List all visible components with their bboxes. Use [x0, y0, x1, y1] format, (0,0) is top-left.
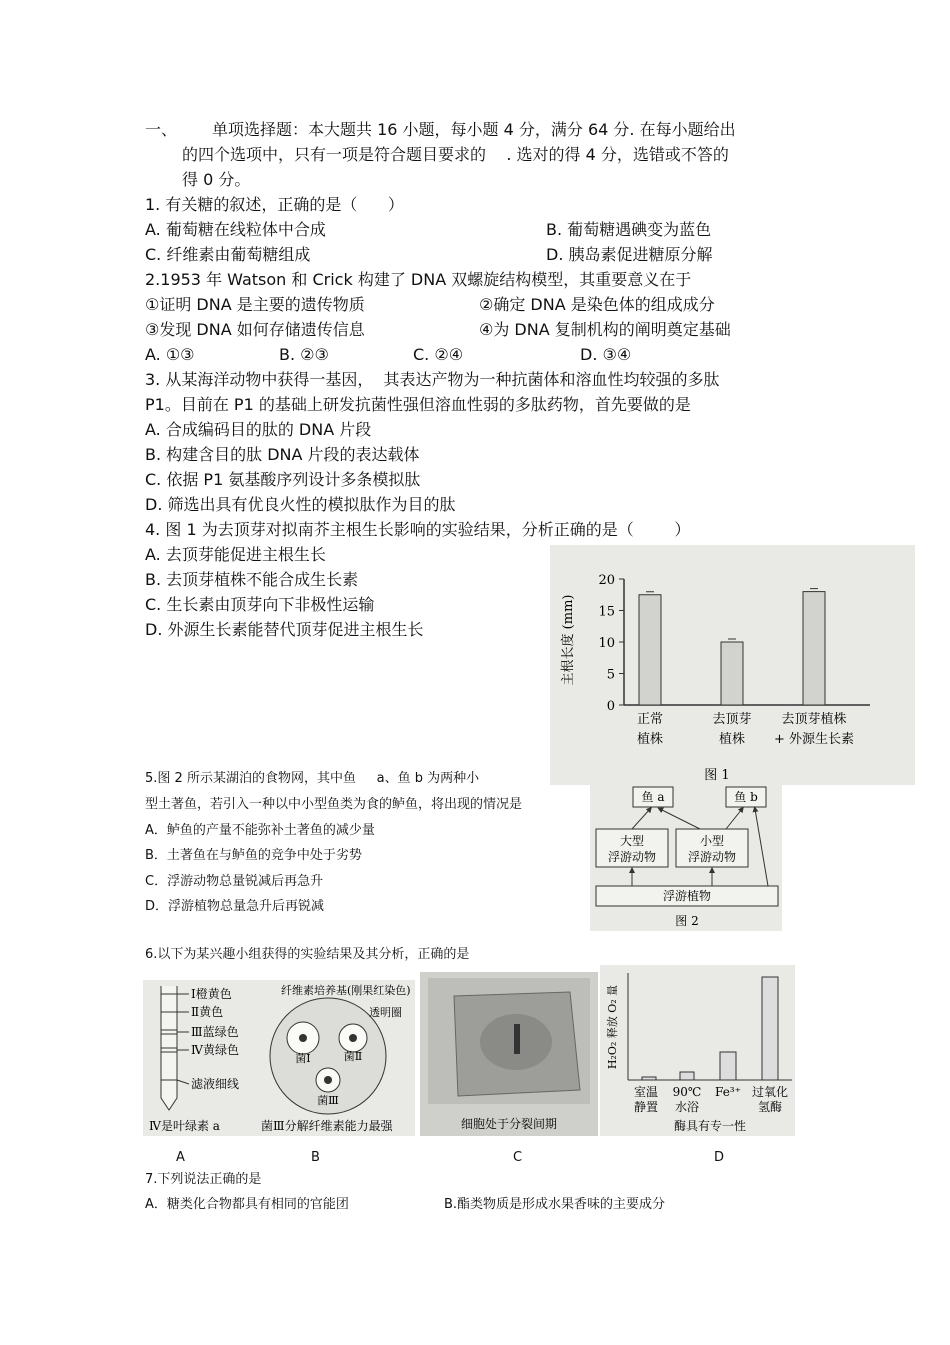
- q4-option-d: D. 外源生长素能替代顶芽促进主根生长: [145, 620, 424, 639]
- q4-option-b: B. 去顶芽植株不能合成生长素: [145, 570, 359, 589]
- q3-stem-line1: 3. 从某海洋动物中获得一基因， 其表达产物为一种抗菌体和溶血性均较强的多肽: [145, 370, 720, 389]
- large-zooplankton-line1: 大型: [619, 834, 645, 848]
- q6-label-b: B: [311, 1150, 320, 1165]
- panel-b-petri-dish: [261, 983, 411, 1133]
- x-category-label: 去顶芽: [712, 712, 752, 727]
- clear-zone-label: 透明圈: [369, 1006, 402, 1019]
- d-cat1-line1: 室温: [633, 1085, 659, 1099]
- d-cat2-line2: 水浴: [674, 1100, 700, 1114]
- y-tick-label: 0: [606, 699, 615, 714]
- chart-y-ticks: [598, 573, 624, 714]
- y-tick-label: 10: [598, 636, 615, 651]
- filtrate-line-label: 滤液细线: [191, 1077, 240, 1091]
- q5-stem-line1: 5.图 2 所示某湖泊的食物网，其中鱼 a、鱼 b 为两种小: [145, 771, 480, 786]
- q2-option-a: A. ①③: [145, 345, 195, 364]
- panel-b-caption: 菌Ⅲ分解纤维素能力最强: [261, 1119, 393, 1133]
- y-tick-label: 5: [606, 667, 615, 683]
- chart-bar: [721, 642, 743, 705]
- q2-statement-3: ③发现 DNA 如何存储遗传信息: [145, 320, 365, 339]
- large-zooplankton-line2: 浮游动物: [607, 850, 657, 864]
- bar-room-temp: [642, 1077, 656, 1080]
- panel-a-chromatography: [143, 980, 415, 1136]
- q7-option-a: A．糖类化合物都具有相同的官能团: [145, 1197, 349, 1212]
- panel-c-caption: 细胞处于分裂间期: [460, 1117, 558, 1131]
- fish-a-label: 鱼 a: [641, 790, 665, 804]
- bar-fe3: [720, 1052, 736, 1080]
- chart-bars: [639, 589, 825, 705]
- q2-statement-2: ②确定 DNA 是染色体的组成成分: [479, 295, 715, 314]
- d-cat4-line2: 氢酶: [757, 1100, 783, 1114]
- q2-option-c: C. ②④: [413, 345, 464, 364]
- q2-statement-4: ④为 DNA 复制机构的阐明奠定基础: [479, 320, 731, 339]
- figure-2-caption: 图 2: [675, 914, 699, 928]
- d-cat1-line2: 静置: [633, 1100, 659, 1114]
- panel-d-ylabel: H₂O₂ 释放 O₂ 量: [606, 984, 619, 1070]
- x-category-label: 去顶芽植株: [781, 712, 847, 727]
- q3-option-d: D. 筛选出具有优良火性的模拟肽作为目的肽: [145, 495, 456, 514]
- q5-option-d: D．浮游植物总量急升后再锐减: [145, 899, 325, 914]
- q4-option-c: C. 生长素由顶芽向下非极性运输: [145, 595, 375, 614]
- x-category-label: 植株: [636, 732, 664, 747]
- band-3-label: Ⅲ蓝绿色: [191, 1025, 239, 1039]
- y-tick-label: 20: [598, 573, 615, 588]
- section-header-line3: 得 0 分。: [182, 170, 251, 189]
- q6-stem: 6.以下为某兴趣小组获得的实验结果及其分析，正确的是: [145, 947, 470, 962]
- chart-title: 图 1: [704, 768, 730, 783]
- q5-stem-line2: 型土著鱼，若引入一种以中小型鱼类为食的鲈鱼，将出现的情况是: [145, 797, 523, 812]
- q6-label-a: A: [176, 1150, 185, 1165]
- y-tick-label: 15: [598, 604, 615, 620]
- band-4-label: Ⅳ黄绿色: [191, 1043, 239, 1057]
- fish-b-label: 鱼 b: [734, 790, 758, 804]
- q5-option-a: A．鲈鱼的产量不能弥补土著鱼的减少量: [145, 823, 375, 838]
- chart-bar: [639, 595, 661, 705]
- d-cat4-line1: 过氧化: [751, 1085, 789, 1099]
- band-1-label: Ⅰ橙黄色: [191, 987, 232, 1001]
- q3-option-a: A. 合成编码目的肽的 DNA 片段: [145, 420, 372, 439]
- medium-label: 纤维素培养基(刚果红染色): [281, 984, 411, 997]
- chart-categories: [637, 711, 854, 747]
- section-header-line2: 的四个选项中，只有一项是符合题目要求的 . 选对的得 4 分，选错或不答的: [182, 145, 729, 164]
- small-zooplankton-line1: 小型: [699, 834, 725, 848]
- q2-option-b: B. ②③: [279, 345, 329, 364]
- microbe-1-label: 菌Ⅰ: [295, 1052, 311, 1065]
- d-cat3-line1: Fe³⁺: [715, 1085, 741, 1099]
- q1-option-c: C. 纤维素由葡萄糖组成: [145, 245, 311, 264]
- band-2-label: Ⅱ黄色: [191, 1005, 224, 1019]
- small-zooplankton-line2: 浮游动物: [687, 850, 737, 864]
- panel-d-caption: 酶具有专一性: [673, 1119, 747, 1133]
- figure-1-svg: [550, 545, 915, 785]
- q3-option-b: B. 构建含目的肽 DNA 片段的表达载体: [145, 445, 420, 464]
- q2-stem: 2.1953 年 Watson 和 Crick 构建了 DNA 双螺旋结构模型，其重要意义在于: [145, 270, 692, 289]
- chart-bar: [803, 592, 825, 705]
- phytoplankton-label: 浮游植物: [662, 889, 712, 903]
- q1-option-d: D. 胰岛素促进糖原分解: [546, 245, 713, 264]
- microbe-3-label: 菌Ⅲ: [317, 1094, 339, 1107]
- section-header-line1: 单项选择题：本大题共 16 小题，每小题 4 分，满分 64 分. 在每小题给出: [212, 120, 736, 139]
- q5-option-c: C．浮游动物总量锐减后再急升: [145, 874, 324, 889]
- q1-option-b: B. 葡萄糖遇碘变为蓝色: [546, 220, 712, 239]
- q7-option-b: B.酯类物质是形成水果香味的主要成分: [444, 1197, 666, 1212]
- figure-1-chart: [550, 545, 915, 785]
- q4-option-a: A. 去顶芽能促进主根生长: [145, 545, 326, 564]
- q3-option-c: C. 依据 P1 氨基酸序列设计多条模拟肽: [145, 470, 421, 489]
- q5-option-b: B．土著鱼在与鲈鱼的竞争中处于劣势: [145, 848, 362, 863]
- q1-stem: 1. 有关糖的叙述，正确的是（ ）: [145, 195, 404, 214]
- microbe-2-label: 菌Ⅱ: [343, 1050, 363, 1063]
- x-category-label: 正常: [636, 712, 664, 727]
- q7-stem: 7.下列说法正确的是: [145, 1172, 262, 1187]
- bar-catalase: [762, 977, 778, 1080]
- q1-option-a: A. 葡萄糖在线粒体中合成: [145, 220, 326, 239]
- panel-d-enzyme-chart: [600, 965, 795, 1136]
- q3-stem-line2: P1。目前在 P1 的基础上研发抗菌性强但溶血性弱的多肽药物，首先要做的是: [145, 395, 691, 414]
- q6-label-c: C: [513, 1150, 523, 1165]
- q6-label-d: D: [714, 1150, 725, 1165]
- q4-stem: 4. 图 1 为去顶芽对拟南芥主根生长影响的实验结果，分析正确的是（ ）: [145, 520, 691, 539]
- figure-2-food-web: [590, 785, 782, 931]
- panel-c-micrograph: [420, 972, 598, 1136]
- chart-ylabel: 主根长度 (mm): [561, 594, 576, 686]
- bar-90c: [680, 1072, 694, 1080]
- q2-statement-1: ①证明 DNA 是主要的遗传物质: [145, 295, 365, 314]
- q2-option-d: D. ③④: [580, 345, 632, 364]
- d-cat2-line1: 90℃: [672, 1085, 702, 1099]
- x-category-label: + 外源生长素: [773, 732, 855, 747]
- x-category-label: 植株: [718, 732, 746, 747]
- panel-a-caption: Ⅳ是叶绿素 a: [149, 1119, 220, 1133]
- section-number: 一、: [145, 120, 178, 139]
- chromosome-plate: [514, 1024, 520, 1054]
